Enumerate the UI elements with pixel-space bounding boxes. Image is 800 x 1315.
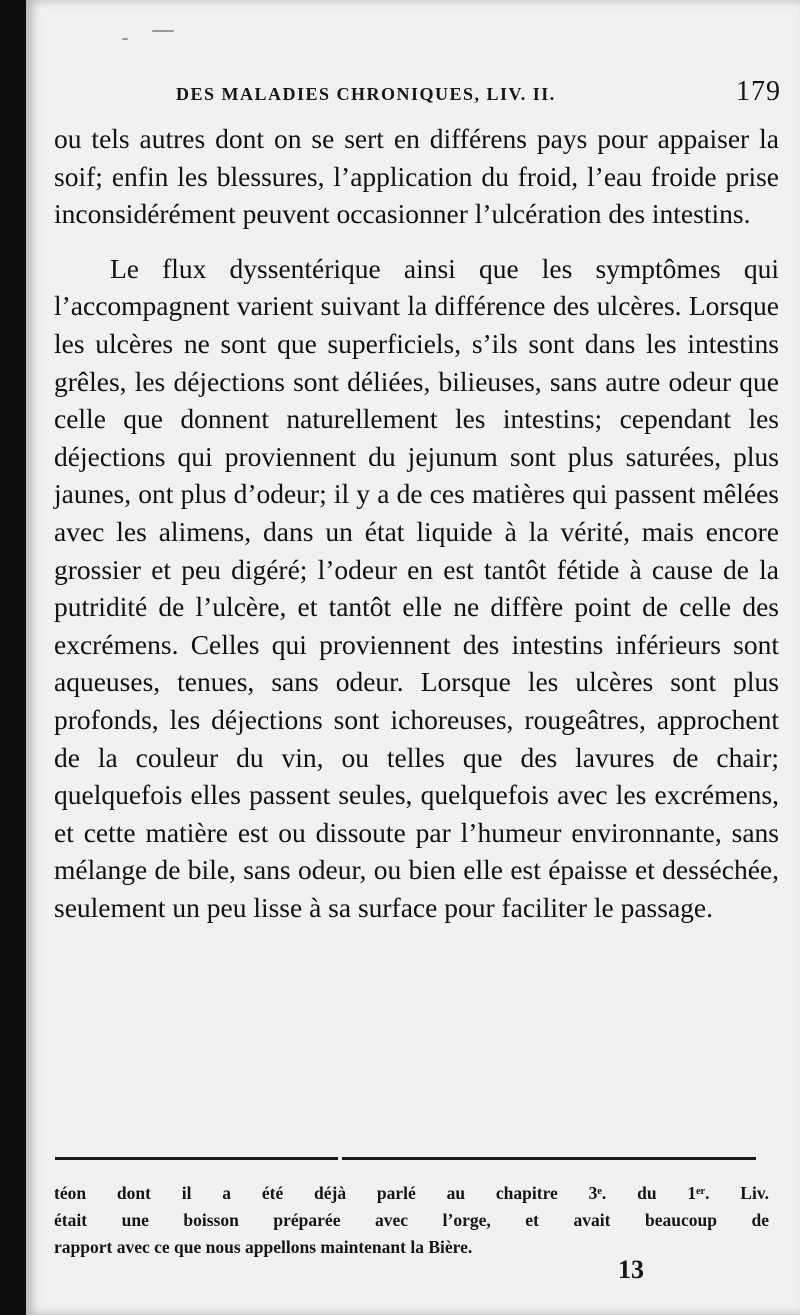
running-head: DES MALADIES CHRONIQUES, LIV. II. xyxy=(176,84,556,104)
paragraph-dysentery-symptoms: Le flux dyssentérique ainsi que les symptômes qui l’accompagnent varient suivant la différence des ulcères. Lorsque les ulcères ne sont que superficiels, s’ils sont dans les intestins grêles, les déjections sont déliées, bilieuses, sans autre odeur que celle que donnent naturellement les intestins; cependant les déjections qui proviennent du jejunum sont plus saturées, plus jaunes, ont plus d’odeur; il y a de ces matières qui passent mêlées avec les alimens, dans un état liquide à la vérité, mais encore grossier et peu digéré; l’odeur en est tantôt fétide à cause de la putridité de l’ulcère, et tantôt elle ne diffère point de celle des excrémens. Celles qui proviennent des intestins inférieurs sont aqueuses, tenues, sans odeur. Lorsque les ulcères sont plus profonds, les déjections sont ichoreuses, rougeâtres, approchent de la couleur du vin, ou telles que des lavures de chair; quelquefois elles passent seules, quelquefois avec les excrémens, et cette matière est ou dissoute par l’humeur environnante, sans mélange de bile, sans odeur, ou bien elle est épaisse et desséchée, seulement un peu lisse à sa surface pour faciliter le passage. xyxy=(54,252,779,923)
footnote xyxy=(54,1180,769,1261)
footnote-line: téon dont il a été déjà parlé au chapitre 3ᵉ. du 1ᵉʳ. Liv. xyxy=(54,1183,769,1203)
page-number: 179 xyxy=(736,76,781,107)
body-text xyxy=(54,120,779,926)
paragraph-continuation: ou tels autres dont on se sert en différens pays pour appaiser la soif; enfin les blessures, l’application du froid, l’eau froide prise inconsidérément peuvent occasionner l’ulcération des intestins. xyxy=(54,123,779,230)
footnote-rule-right xyxy=(342,1157,756,1160)
footnote-rule-left xyxy=(55,1157,338,1160)
page-speck xyxy=(152,30,174,32)
footnote-line: était une boisson préparée avec l’orge, et avait beaucoup de xyxy=(54,1210,769,1230)
book-page xyxy=(26,0,800,1315)
page-speck xyxy=(122,38,128,40)
signature-mark: 13 xyxy=(618,1255,644,1284)
footnote-line: rapport avec ce que nous appellons maintenant la Bière. xyxy=(54,1237,473,1257)
